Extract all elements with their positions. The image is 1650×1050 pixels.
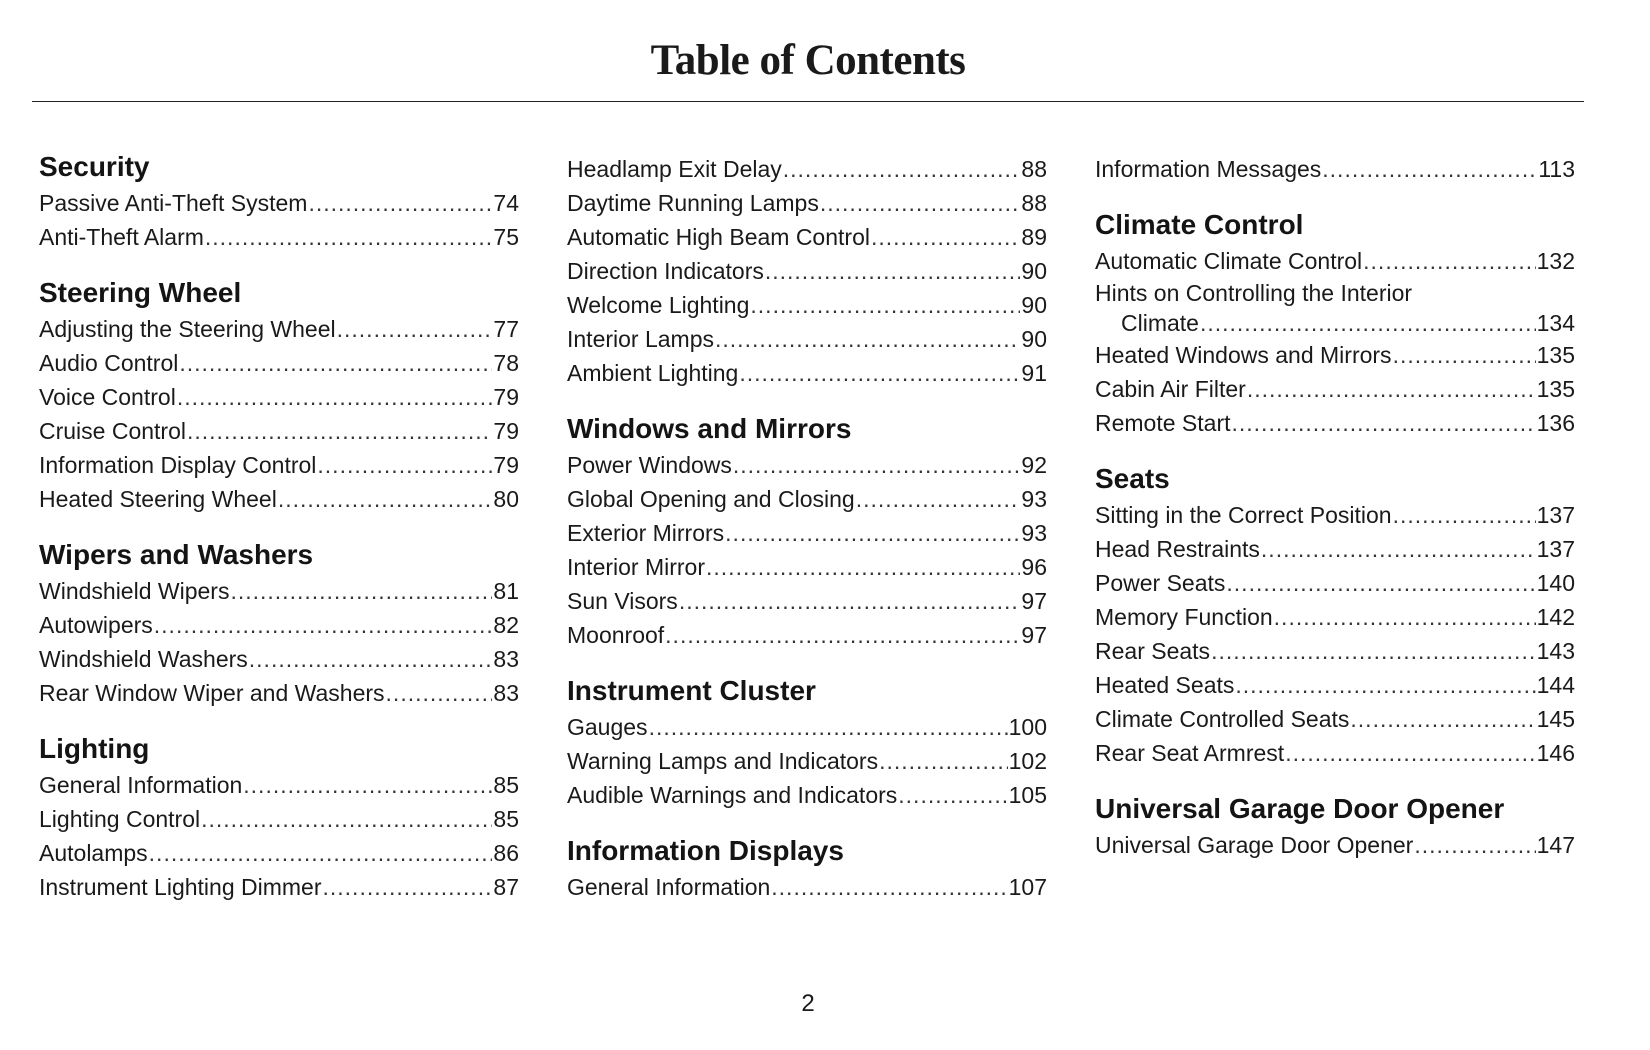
dot-leader [317, 448, 492, 482]
toc-entry[interactable] [567, 288, 1047, 322]
entry-label: Lighting Control [39, 806, 201, 832]
entry-label: Interior Lamps [567, 326, 715, 352]
entry-label: Audible Warnings and Indicators [567, 782, 898, 808]
entry-label: Welcome Lighting [567, 292, 750, 318]
toc-section [567, 674, 1047, 812]
dot-leader [679, 584, 1021, 618]
toc-entry[interactable] [1095, 634, 1575, 668]
toc-entry[interactable] [567, 710, 1047, 744]
entry-page-number: 146 [1536, 740, 1575, 766]
toc-entry[interactable] [39, 482, 519, 516]
entry-page-number: 136 [1536, 410, 1575, 436]
toc-column-2 [567, 152, 1047, 926]
dot-leader [820, 186, 1021, 220]
entry-page-number: 144 [1536, 672, 1575, 698]
toc-entry[interactable] [567, 220, 1047, 254]
toc-section [567, 412, 1047, 652]
section-heading: Seats [1095, 463, 1170, 494]
section-heading: Climate Control [1095, 209, 1304, 240]
entry-page-number: 79 [493, 418, 519, 444]
entry-page-number: 90 [1021, 326, 1047, 352]
entry-label: Autowipers [39, 612, 153, 638]
entry-page-number: 91 [1021, 360, 1047, 386]
entry-page-number: 97 [1021, 588, 1047, 614]
toc-section [567, 834, 1047, 904]
dot-leader [1285, 736, 1535, 770]
toc-section [39, 538, 519, 710]
dot-leader [879, 744, 1008, 778]
entry-label-continued: Climate [1121, 310, 1199, 336]
entry-page-number: 113 [1538, 156, 1575, 182]
entry-label: Anti-Theft Alarm [39, 224, 204, 250]
toc-entry[interactable] [1095, 566, 1575, 600]
toc-entry[interactable] [1095, 498, 1575, 532]
entry-label: Automatic High Beam Control [567, 224, 870, 250]
toc-entry[interactable] [39, 380, 519, 414]
toc-entry[interactable] [1095, 532, 1575, 566]
entry-label: Daytime Running Lamps [567, 190, 819, 216]
section-heading: Lighting [39, 733, 150, 764]
entry-label: Information Display Control [39, 452, 317, 478]
toc-entry[interactable] [1095, 244, 1575, 278]
entry-label: Sun Visors [567, 588, 678, 614]
entry-label: Windshield Wipers [39, 578, 230, 604]
toc-section [1095, 792, 1575, 862]
entry-page-number: 147 [1536, 832, 1575, 858]
dot-leader [308, 186, 492, 220]
toc-entry[interactable] [567, 322, 1047, 356]
entry-label: Warning Lamps and Indicators [567, 748, 879, 774]
toc-section [1095, 462, 1575, 770]
dot-leader [1232, 406, 1536, 440]
entry-label: Interior Mirror [567, 554, 706, 580]
entry-page-number: 102 [1008, 748, 1047, 774]
entry-page-number: 79 [493, 452, 519, 478]
dot-leader [1322, 152, 1537, 186]
toc-entry[interactable] [567, 482, 1047, 516]
entry-page-number: 82 [493, 612, 519, 638]
entry-page-number: 135 [1536, 376, 1575, 402]
toc-entry[interactable] [39, 312, 519, 346]
dot-leader [783, 152, 1021, 186]
entry-page-number: 142 [1536, 604, 1575, 630]
entry-page-number: 83 [493, 680, 519, 706]
dot-leader [337, 312, 493, 346]
page-number: 2 [801, 990, 815, 1017]
dot-leader [205, 220, 493, 254]
dot-leader [1393, 338, 1536, 372]
toc-entry[interactable] [567, 584, 1047, 618]
dot-leader [323, 870, 493, 904]
entry-label: Global Opening and Closing [567, 486, 855, 512]
dot-leader [733, 448, 1021, 482]
dot-leader [201, 802, 492, 836]
dot-leader [278, 482, 493, 516]
entry-label: Instrument Lighting Dimmer [39, 874, 322, 900]
toc-section [39, 732, 519, 904]
entry-label: Rear Window Wiper and Washers [39, 680, 385, 706]
toc-entry[interactable] [1095, 152, 1575, 186]
dot-leader [149, 836, 493, 870]
entry-label: Sitting in the Correct Position [1095, 502, 1392, 528]
dot-leader [871, 220, 1020, 254]
entry-page-number: 132 [1536, 248, 1575, 274]
dot-leader [1226, 566, 1535, 600]
page-title: Table of Contents [650, 37, 966, 84]
entry-label: Adjusting the Steering Wheel [39, 316, 336, 342]
dot-leader [386, 676, 493, 710]
dot-leader [1350, 702, 1535, 736]
toc-entry[interactable] [567, 870, 1047, 904]
entry-label: Voice Control [39, 384, 176, 410]
section-heading: Information Displays [567, 835, 844, 866]
entry-label: Memory Function [1095, 604, 1273, 630]
toc-entry[interactable] [39, 768, 519, 802]
entry-page-number: 93 [1021, 486, 1047, 512]
dot-leader [1363, 244, 1535, 278]
toc-entry[interactable] [39, 448, 519, 482]
toc-entry[interactable] [39, 186, 519, 220]
toc-entry[interactable] [1095, 278, 1575, 338]
entry-label: Rear Seats [1095, 638, 1211, 664]
toc-entry[interactable] [567, 744, 1047, 778]
dot-leader [750, 288, 1020, 322]
toc-entry[interactable] [1095, 406, 1575, 440]
entry-page-number: 74 [493, 190, 519, 216]
toc-entry[interactable] [567, 618, 1047, 652]
toc-entry[interactable] [39, 642, 519, 676]
entry-label: Remote Start [1095, 410, 1231, 436]
dot-leader [1247, 372, 1536, 406]
entry-label: Autolamps [39, 840, 148, 866]
toc-column-3 [1095, 152, 1575, 884]
toc-entry[interactable] [39, 676, 519, 710]
dot-leader [715, 322, 1020, 356]
dot-leader [1200, 308, 1536, 338]
entry-page-number: 90 [1021, 258, 1047, 284]
toc-entry[interactable] [39, 836, 519, 870]
toc-entry[interactable] [39, 414, 519, 448]
toc-entry[interactable] [567, 152, 1047, 186]
entry-page-number: 137 [1536, 502, 1575, 528]
entry-page-number: 88 [1021, 156, 1047, 182]
dot-leader [898, 778, 1007, 812]
dot-leader [243, 768, 492, 802]
dot-leader [725, 516, 1020, 550]
toc-entry[interactable] [39, 802, 519, 836]
entry-label: General Information [39, 772, 243, 798]
toc-entry[interactable] [1095, 668, 1575, 702]
entry-label: Rear Seat Armrest [1095, 740, 1285, 766]
entry-label: General Information [567, 874, 771, 900]
dot-leader [1414, 828, 1535, 862]
entry-label: Windshield Washers [39, 646, 248, 672]
entry-label: Power Windows [567, 452, 732, 478]
toc-entry[interactable] [39, 608, 519, 642]
entry-page-number: 140 [1536, 570, 1575, 596]
dot-leader [187, 414, 492, 448]
entry-page-number: 80 [493, 486, 519, 512]
entry-label: Gauges [567, 714, 648, 740]
entry-label: Power Seats [1095, 570, 1226, 596]
section-heading: Windows and Mirrors [567, 413, 852, 444]
toc-entry[interactable] [567, 448, 1047, 482]
entry-label: Moonroof [567, 622, 665, 648]
entry-page-number: 96 [1021, 554, 1047, 580]
entry-label: Ambient Lighting [567, 360, 739, 386]
entry-page-number: 77 [493, 316, 519, 342]
entry-page-number: 107 [1008, 874, 1047, 900]
entry-page-number: 137 [1536, 536, 1575, 562]
toc-section [567, 152, 1047, 390]
entry-page-number: 85 [493, 772, 519, 798]
title-divider [32, 101, 1584, 102]
entry-page-number: 135 [1536, 342, 1575, 368]
toc-entry[interactable] [567, 550, 1047, 584]
entry-page-number: 145 [1536, 706, 1575, 732]
toc-entry[interactable] [39, 346, 519, 380]
entry-page-number: 105 [1008, 782, 1047, 808]
entry-label: Hints on Controlling the Interior [1095, 280, 1413, 306]
dot-leader [1211, 634, 1536, 668]
dot-leader [154, 608, 493, 642]
dot-leader [771, 870, 1007, 904]
toc-entry[interactable] [1095, 338, 1575, 372]
dot-leader [649, 710, 1008, 744]
entry-page-number: 88 [1021, 190, 1047, 216]
toc-entry[interactable] [1095, 702, 1575, 736]
dot-leader [1274, 600, 1536, 634]
entry-page-number: 87 [493, 874, 519, 900]
toc-entry[interactable] [1095, 736, 1575, 770]
entry-label: Cruise Control [39, 418, 186, 444]
section-heading: Security [39, 151, 150, 182]
entry-label: Headlamp Exit Delay [567, 156, 782, 182]
entry-page-number: 78 [493, 350, 519, 376]
dot-leader [179, 346, 492, 380]
entry-page-number: 143 [1536, 638, 1575, 664]
entry-page-number: 75 [493, 224, 519, 250]
entry-page-number: 85 [493, 806, 519, 832]
toc-section [1095, 152, 1575, 186]
entry-page-number: 97 [1021, 622, 1047, 648]
entry-page-number: 83 [493, 646, 519, 672]
entry-page-number: 90 [1021, 292, 1047, 318]
dot-leader [249, 642, 493, 676]
entry-page-number: 92 [1021, 452, 1047, 478]
toc-entry[interactable] [1095, 600, 1575, 634]
dot-leader [1261, 532, 1536, 566]
entry-page-number: 93 [1021, 520, 1047, 546]
toc-section [39, 150, 519, 254]
entry-label: Audio Control [39, 350, 179, 376]
dot-leader [765, 254, 1021, 288]
entry-label: Passive Anti-Theft System [39, 190, 308, 216]
entry-page-number: 100 [1008, 714, 1047, 740]
dot-leader [739, 356, 1020, 390]
toc-section [1095, 208, 1575, 440]
entry-label: Universal Garage Door Opener [1095, 832, 1414, 858]
entry-label: Climate Controlled Seats [1095, 706, 1350, 732]
entry-page-number: 81 [493, 578, 519, 604]
entry-page-number: 89 [1021, 224, 1047, 250]
entry-page-number: 134 [1536, 310, 1575, 336]
toc-entry[interactable] [567, 516, 1047, 550]
entry-label: Head Restraints [1095, 536, 1260, 562]
toc-entry[interactable] [567, 356, 1047, 390]
dot-leader [1393, 498, 1536, 532]
entry-label: Heated Windows and Mirrors [1095, 342, 1392, 368]
toc-entry[interactable] [567, 254, 1047, 288]
entry-label: Automatic Climate Control [1095, 248, 1363, 274]
toc-column-1 [39, 150, 519, 926]
entry-label: Direction Indicators [567, 258, 764, 284]
dot-leader [665, 618, 1020, 652]
section-heading: Instrument Cluster [567, 675, 816, 706]
section-heading: Universal Garage Door Opener [1095, 793, 1505, 824]
toc-entry[interactable] [567, 186, 1047, 220]
section-heading: Steering Wheel [39, 277, 242, 308]
toc-entry[interactable] [39, 870, 519, 904]
dot-leader [706, 550, 1020, 584]
dot-leader [856, 482, 1021, 516]
entry-label: Heated Seats [1095, 672, 1235, 698]
entry-label: Information Messages [1095, 156, 1322, 182]
entry-label: Heated Steering Wheel [39, 486, 277, 512]
toc-entry[interactable] [39, 220, 519, 254]
toc-entry[interactable] [1095, 828, 1575, 862]
toc-entry[interactable] [39, 574, 519, 608]
toc-section [39, 276, 519, 516]
dot-leader [1235, 668, 1535, 702]
entry-page-number: 86 [493, 840, 519, 866]
section-heading: Wipers and Washers [39, 539, 314, 570]
entry-label: Cabin Air Filter [1095, 376, 1246, 402]
toc-entry[interactable] [567, 778, 1047, 812]
toc-entry[interactable] [1095, 372, 1575, 406]
dot-leader [177, 380, 493, 414]
entry-page-number: 79 [493, 384, 519, 410]
dot-leader [230, 574, 492, 608]
entry-label: Exterior Mirrors [567, 520, 725, 546]
